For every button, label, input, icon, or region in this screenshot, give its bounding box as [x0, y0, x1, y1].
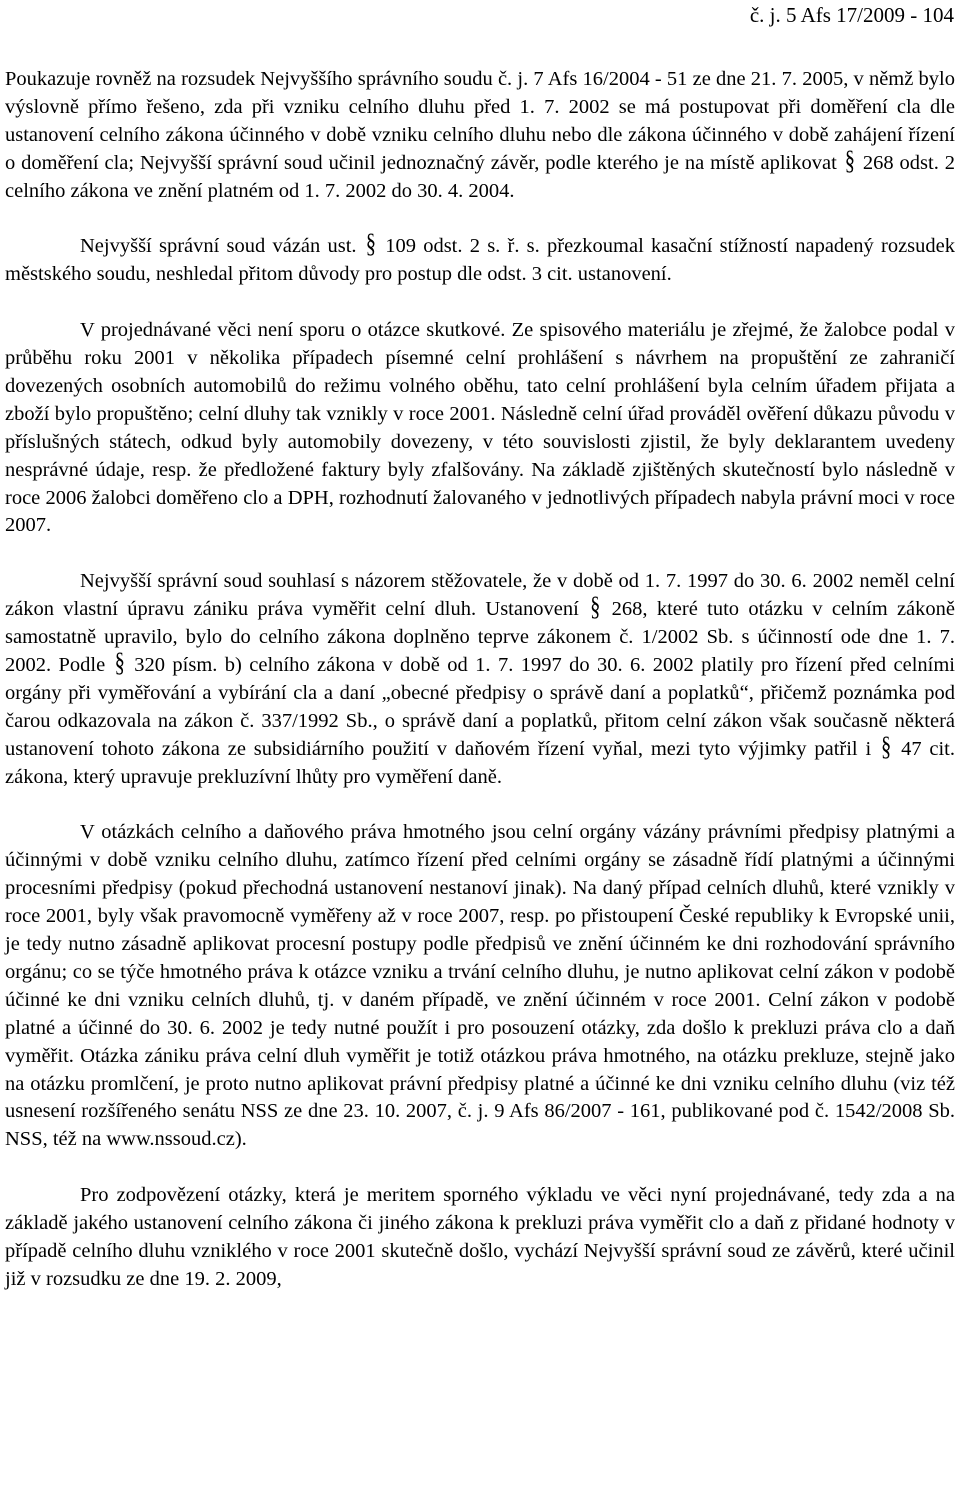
document-body — [5, 66, 955, 1322]
paragraph-1-text-2: 268 odst. 2 celního zákona ve znění platném od 1. 7. 2002 do 30. 4. 2004. — [5, 151, 955, 202]
paragraph-1-text-1: Poukazuje rovněž na rozsudek Nejvyššího správního soudu č. j. 7 Afs 16/2004 - 51 ze dne 21. 7. 2005, v němž bylo výslovně přímo řešeno, zda při vzniku celního dluhu před 1. 7. 2002 se má postupovat při doměření cla dle ustanovení celního zákona účinného v době vzniku celního dluhu nebo dle zákona účinného v době zahájení řízení o doměření cla; Nejvyšší správní soud učinil jednoznačný závěr, podle kterého je na místě aplikovat — [5, 68, 955, 174]
paragraph-6-text-1: Pro zodpovězení otázky, která je meritem sporného výkladu ve věci nyní projednávané, tedy zda a na základě jakého ustanovení celního zákona či jiného zákona k prekluzi práva vyměřit clo a daň z přidané hodnoty v případě celního dluhu vzniklého v roce 2001 skutečně došlo, vychází Nejvyšší správní soud ze závěrů, které učinil již v rozsudku ze dne 19. 2. 2009, — [5, 1184, 955, 1290]
paragraph-6 — [5, 1182, 955, 1294]
paragraph-5-text-1: V otázkách celního a daňového práva hmotného jsou celní orgány vázány právními předpisy platnými a účinnými v době vzniku celního dluhu, zatímco řízení před celními orgány se zásadně řídí platnými a účinnými procesními předpisy (pokud přechodná ustanovení nestanoví jinak). Na daný případ celních dluhů, které vznikly v roce 2001, byly však pravomocně vyměřeny až v roce 2007, resp. po přistoupení České republiky k Evropské unii, je tedy nutno zásadně aplikovat procesní postupy podle předpisů ve znění účinném ke dni rozhodování správního orgánu; co se týče hmotného práva k otázce vzniku a trvání celního dluhu, je nutno aplikovat celní zákon v podobě účinné ke dni vzniku celních dluhů, tj. v daném případě, ve znění účinném v roce 2001. Celní zákon v podobě platné a účinné do 30. 6. 2002 je tedy nutné použít i pro posouzení otázky, zda došlo k prekluzi práva clo a daň vyměřit. Otázka zániku práva celní dluh vyměřit je totiž otázkou práva hmotného, na otázku prekluze, stejně jako na otázku promlčení, je proto nutno aplikovat právní předpisy platné a účinné ke dni vzniku celního dluhu (viz též usnesení rozšířeného senátu NSS ze dne 23. 10. 2007, č. j. 9 Afs 86/2007 - 161, publikované pod č. 1542/2008 Sb. NSS, též na www.nssoud.cz). — [5, 821, 955, 1151]
paragraph-5 — [5, 819, 955, 1154]
section-sign-icon: § — [880, 731, 892, 762]
paragraph-2 — [5, 229, 955, 289]
paragraph-4-text-1: Nejvyšší správní soud souhlasí s názorem stěžovatele, že v době od 1. 7. 1997 do 30. 6. 2002 neměl celní zákon vlastní úpravu zániku práva vyměřit celní dluh. Ustanovení — [5, 570, 955, 621]
paragraph-1 — [5, 66, 955, 206]
paragraph-2-text-1: Nejvyšší správní soud vázán ust. — [80, 235, 364, 258]
section-sign-icon: § — [365, 229, 377, 259]
paragraph-4 — [5, 568, 955, 791]
paragraph-4-text-2: 268, které tuto otázku v celním zákoně samostatně upravilo, bylo do celního zákona doplněno teprve zákonem č. 1/2002 Sb. s účinností ode dne 1. 7. 2002. Podle — [5, 598, 956, 676]
section-sign-icon: § — [844, 145, 855, 176]
section-sign-icon: § — [114, 647, 125, 678]
paragraph-4-text-3: 320 písm. b) celního zákona v době od 1. 7. 1997 do 30. 6. 2002 platily pro řízení před celními orgány při vyměřování a vybírání cla a daní „obecné předpisy o správě daní a poplatků“, přičemž poznámka pod čarou odkazovala na zákon č. 337/1992 Sb., o správě daní a poplatků, přitom celní zákon však současně některá ustanovení tohoto zákona ze subsidiárního použití v daňovém řízení vyňal, mezi tyto výjimky patřil i — [5, 653, 955, 760]
paragraph-3 — [5, 317, 955, 540]
paragraph-3-text-1: V projednávané věci není sporu o otázce skutkové. Ze spisového materiálu je zřejmé, že žalobce podal v průběhu roku 2001 v několika případech písemné celní prohlášení s návrhem na propuštění ze zahraničí dovezených osobních automobilů do režimu volného oběhu, tato celní prohlášení byla celním úřadem přijata a zboží bylo propuštěno; celní dluhy tak vznikly v roce 2001. Následně celní úřad prováděl ověření důkazu původu v příslušných státech, odkud byly automobily dovezeny, v této souvislosti zjistil, že byly deklarantem uvedeny nesprávné údaje, resp. že předložené faktury byly zfalšovány. Na základě zjištěných skutečností bylo následně v roce 2006 žalobci doměřeno clo a DPH, rozhodnutí žalovaného v jednotlivých případech nabyla právní moci v roce 2007. — [5, 319, 955, 537]
section-sign-icon: § — [590, 592, 601, 622]
paragraph-4-text-4: 47 cit. zákona, který upravuje prekluzívní lhůty pro vyměření daně. — [5, 737, 956, 788]
paragraph-2-text-2: 109 odst. 2 s. ř. s. přezkoumal kasační stížností napadený rozsudek městského soudu, neshledal přitom důvody pro postup dle odst. 3 cit. ustanovení. — [5, 235, 955, 286]
case-reference-header: č. j. 5 Afs 17/2009 - 104 — [749, 3, 954, 27]
